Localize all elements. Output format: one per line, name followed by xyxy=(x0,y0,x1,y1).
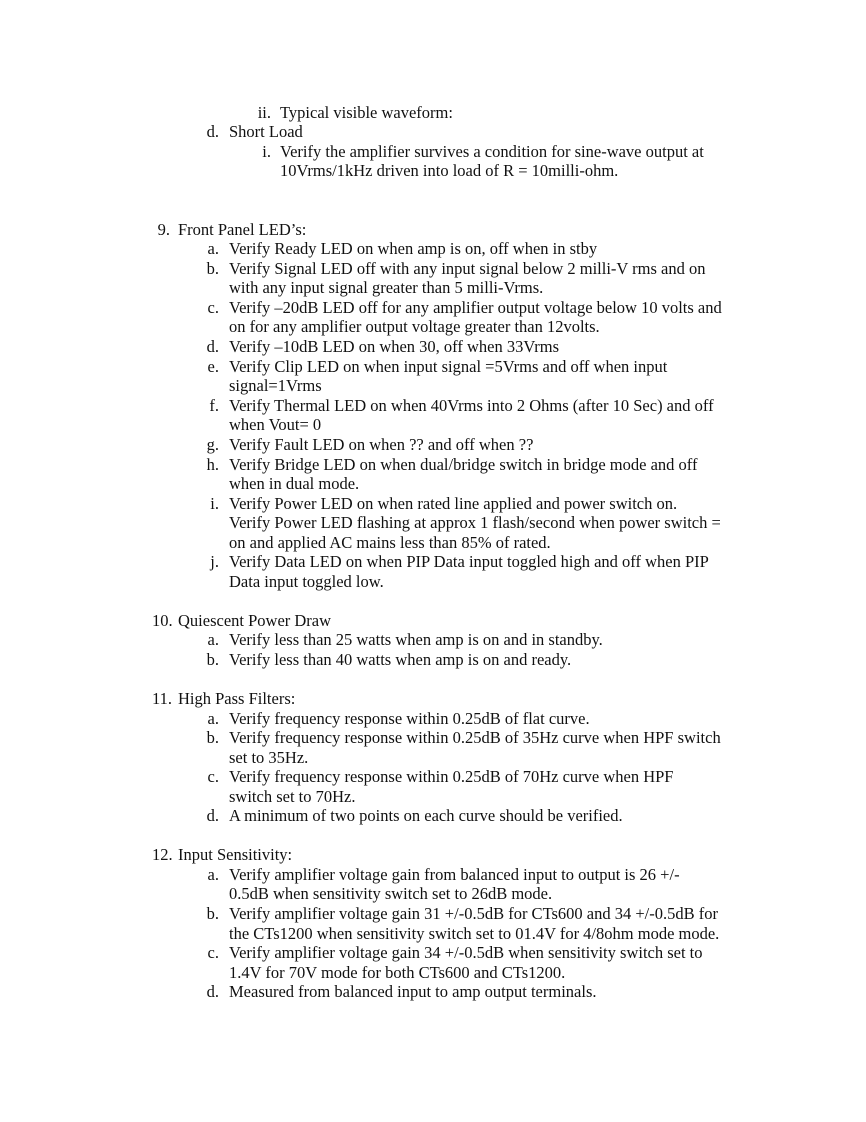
list-item xyxy=(203,494,677,514)
item-text: Verify Fault LED on when ?? and off when ?? xyxy=(229,435,534,454)
item-text-continued: when Vout= 0 xyxy=(229,415,322,434)
item-text: Measured from balanced input to amp output terminals. xyxy=(229,982,597,1001)
section-heading xyxy=(152,689,295,709)
item-marker: a. xyxy=(207,239,219,258)
item-text: Verify frequency response within 0.25dB of flat curve. xyxy=(229,709,590,728)
item-text: Verify amplifier voltage gain 34 +/-0.5dB when sensitivity switch set to xyxy=(229,943,703,962)
list-item xyxy=(203,904,718,924)
list-item xyxy=(203,337,559,357)
list-item xyxy=(203,943,703,963)
item-text-continued: when in dual mode. xyxy=(229,474,360,493)
item-text: Verify frequency response within 0.25dB of 70Hz curve when HPF xyxy=(229,767,674,786)
item-marker: c. xyxy=(207,943,219,962)
item-marker: j. xyxy=(210,552,219,571)
item-text: Verify Clip LED on when input signal =5Vrms and off when input xyxy=(229,357,668,376)
item-text-continued: with any input signal greater than 5 milli-Vrms. xyxy=(229,278,544,297)
item-text: Verify Bridge LED on when dual/bridge switch in bridge mode and off xyxy=(229,455,698,474)
section-number: 12. xyxy=(152,845,173,864)
item-text: Verify Signal LED off with any input signal below 2 milli-V rms and on xyxy=(229,259,706,278)
list-item xyxy=(256,142,704,162)
list-item xyxy=(203,767,674,787)
section-number: 11. xyxy=(152,689,173,708)
item-text: Verify –10dB LED on when 30, off when 33Vrms xyxy=(229,337,560,356)
list-item xyxy=(203,435,533,455)
section-number: 10. xyxy=(152,611,173,630)
item-text: Verify frequency response within 0.25dB of 35Hz curve when HPF switch xyxy=(229,728,721,747)
list-item xyxy=(203,806,623,826)
list-item xyxy=(203,865,680,885)
list-item xyxy=(203,298,722,318)
list-item xyxy=(203,650,571,670)
item-text: Verify Power LED on when rated line applied and power switch on. xyxy=(229,494,678,513)
item-marker: a. xyxy=(207,865,219,884)
section-title: High Pass Filters: xyxy=(178,689,296,708)
section-number: 9. xyxy=(157,220,170,239)
item-text: Verify amplifier voltage gain from balanced input to output is 26 +/- xyxy=(229,865,680,884)
item-marker: d. xyxy=(206,337,219,356)
item-text-continued: on and applied AC mains less than 85% of rated. xyxy=(229,533,551,552)
item-marker: i. xyxy=(262,142,271,161)
item-text-continued: 10Vrms/1kHz driven into load of R = 10milli-ohm. xyxy=(280,161,619,180)
item-text-continued: set to 35Hz. xyxy=(229,748,309,767)
item-text: Verify Data LED on when PIP Data input toggled high and off when PIP xyxy=(229,552,709,571)
item-marker: b. xyxy=(206,650,219,669)
item-text-continued: Verify Power LED flashing at approx 1 flash/second when power switch = xyxy=(229,513,721,532)
item-text: Verify Thermal LED on when 40Vrms into 2 Ohms (after 10 Sec) and off xyxy=(229,396,714,415)
section-heading xyxy=(152,220,306,240)
item-marker: b. xyxy=(206,904,219,923)
item-marker: e. xyxy=(207,357,219,376)
item-text-continued: the CTs1200 when sensitivity switch set to 01.4V for 4/8ohm mode mode. xyxy=(229,924,720,943)
item-text-continued: Data input toggled low. xyxy=(229,572,384,591)
list-item xyxy=(203,630,603,650)
item-text: Verify Ready LED on when amp is on, off when in stby xyxy=(229,239,598,258)
item-text-continued: 1.4V for 70V mode for both CTs600 and CTs1200. xyxy=(229,963,566,982)
list-item xyxy=(203,982,597,1002)
item-marker: b. xyxy=(206,728,219,747)
item-marker: a. xyxy=(207,630,219,649)
item-marker: d. xyxy=(206,122,219,141)
item-marker: f. xyxy=(209,396,219,415)
section-heading xyxy=(152,845,292,865)
list-item xyxy=(203,239,597,259)
item-marker: c. xyxy=(207,298,219,317)
list-item xyxy=(203,259,705,279)
item-text-continued: signal=1Vrms xyxy=(229,376,322,395)
item-text: Verify less than 25 watts when amp is on and in standby. xyxy=(229,630,603,649)
item-text: Verify less than 40 watts when amp is on and ready. xyxy=(229,650,572,669)
item-marker: d. xyxy=(206,806,219,825)
item-marker: a. xyxy=(207,709,219,728)
item-marker: c. xyxy=(207,767,219,786)
item-marker: g. xyxy=(206,435,219,454)
item-text: Verify –20dB LED off for any amplifier output voltage below 10 volts and xyxy=(229,298,722,317)
section-title: Input Sensitivity: xyxy=(178,845,293,864)
list-item xyxy=(203,709,590,729)
section-title: Quiescent Power Draw xyxy=(178,611,332,630)
item-text-continued: switch set to 70Hz. xyxy=(229,787,356,806)
item-marker: h. xyxy=(206,455,219,474)
item-text-continued: 0.5dB when sensitivity switch set to 26dB mode. xyxy=(229,884,553,903)
item-text: Typical visible waveform: xyxy=(280,103,453,122)
item-text-continued: on for any amplifier output voltage greater than 12volts. xyxy=(229,317,600,336)
list-item xyxy=(203,728,721,748)
list-item xyxy=(203,357,667,377)
item-marker: i. xyxy=(210,494,219,513)
section-title: Front Panel LED’s: xyxy=(178,220,307,239)
item-marker: b. xyxy=(206,259,219,278)
item-text: Short Load xyxy=(229,122,303,141)
item-marker: d. xyxy=(206,982,219,1001)
list-item xyxy=(203,552,709,572)
item-text: Verify amplifier voltage gain 31 +/-0.5dB for CTs600 and 34 +/-0.5dB for xyxy=(229,904,718,923)
item-marker: ii. xyxy=(257,103,271,122)
list-item xyxy=(203,455,697,475)
list-item xyxy=(256,103,453,123)
list-item xyxy=(203,122,303,142)
item-text: A minimum of two points on each curve should be verified. xyxy=(229,806,623,825)
list-item xyxy=(203,396,714,416)
section-heading xyxy=(152,611,331,631)
item-text: Verify the amplifier survives a condition for sine-wave output at xyxy=(280,142,704,161)
